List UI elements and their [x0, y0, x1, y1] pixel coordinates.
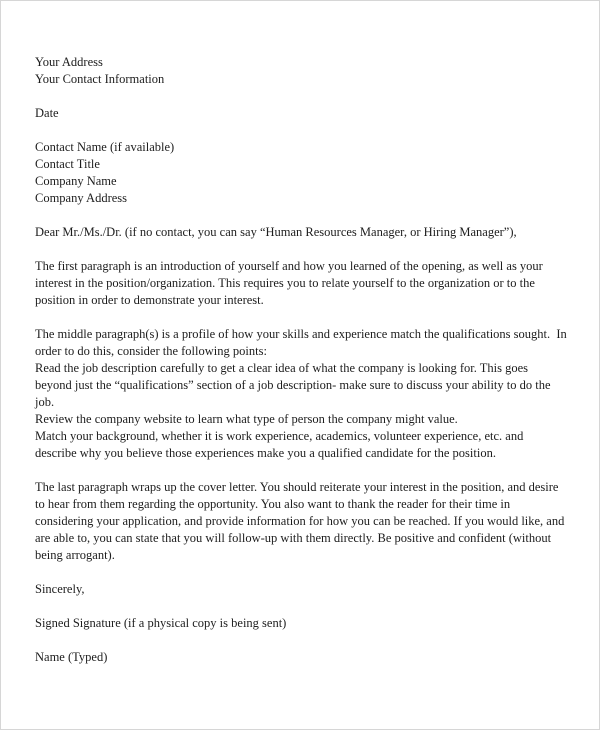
middle-paragraph: [35, 326, 569, 462]
middle-paragraph-line: describe why you believe those experiences make you a qualified candidate for the position.: [35, 446, 496, 460]
typed-name-block: [35, 649, 569, 666]
middle-paragraph-line: job.: [35, 395, 55, 409]
signature-block: [35, 615, 569, 632]
salutation-block: [35, 224, 569, 241]
middle-paragraph-line: order to do this, consider the following points:: [35, 344, 267, 358]
middle-paragraph-line: The middle paragraph(s) is a profile of how your skills and experience match the qualifications sought. In: [35, 327, 567, 341]
typed-name-line: Name (Typed): [35, 650, 108, 664]
recipient-company-line: Company Name: [35, 174, 117, 188]
closing-paragraph-line: are able to, you can state that you will follow-up with them directly. Be positive and confident (without: [35, 531, 552, 545]
closing-paragraph-line: considering your application, and provide information for how you can be reached. If you would like, and: [35, 514, 565, 528]
intro-paragraph-line: The first paragraph is an introduction of yourself and how you learned of the opening, as well as your: [35, 259, 543, 273]
recipient-name-line: Contact Name (if available): [35, 140, 175, 154]
sender-contact-line: Your Contact Information: [35, 72, 165, 86]
recipient-title-line: Contact Title: [35, 157, 100, 171]
recipient-company-address-line: Company Address: [35, 191, 128, 205]
date-line: Date: [35, 106, 59, 120]
salutation-line: Dear Mr./Ms./Dr. (if no contact, you can say “Human Resources Manager, or Hiring Manager”),: [35, 225, 517, 239]
signature-line: Signed Signature (if a physical copy is being sent): [35, 616, 287, 630]
closing-paragraph-line: to hear from them regarding the opportunity. You also want to thank the reader for their time in: [35, 497, 511, 511]
date-block: [35, 105, 569, 122]
closing-paragraph-line: being arrogant).: [35, 548, 115, 562]
intro-paragraph-line: interest in the position/organization. This requires you to relate yourself to the organization or to the: [35, 276, 535, 290]
intro-paragraph-line: position in order to demonstrate your interest.: [35, 293, 264, 307]
middle-paragraph-line: beyond just the “qualifications” section of a job description- make sure to discuss your ability to do the: [35, 378, 551, 392]
valediction-block: [35, 581, 569, 598]
sender-address-line: Your Address: [35, 55, 103, 69]
intro-paragraph: [35, 258, 569, 309]
middle-paragraph-line: Read the job description carefully to get a clear idea of what the company is looking for. This goes: [35, 361, 529, 375]
middle-paragraph-line: Match your background, whether it is work experience, academics, volunteer experience, etc. and: [35, 429, 524, 443]
sender-block: [35, 54, 569, 88]
valediction-line: Sincerely,: [35, 582, 85, 596]
recipient-block: [35, 139, 569, 207]
closing-paragraph: [35, 479, 569, 564]
middle-paragraph-line: Review the company website to learn what type of person the company might value.: [35, 412, 458, 426]
closing-paragraph-line: The last paragraph wraps up the cover letter. You should reiterate your interest in the position, and desire: [35, 480, 559, 494]
